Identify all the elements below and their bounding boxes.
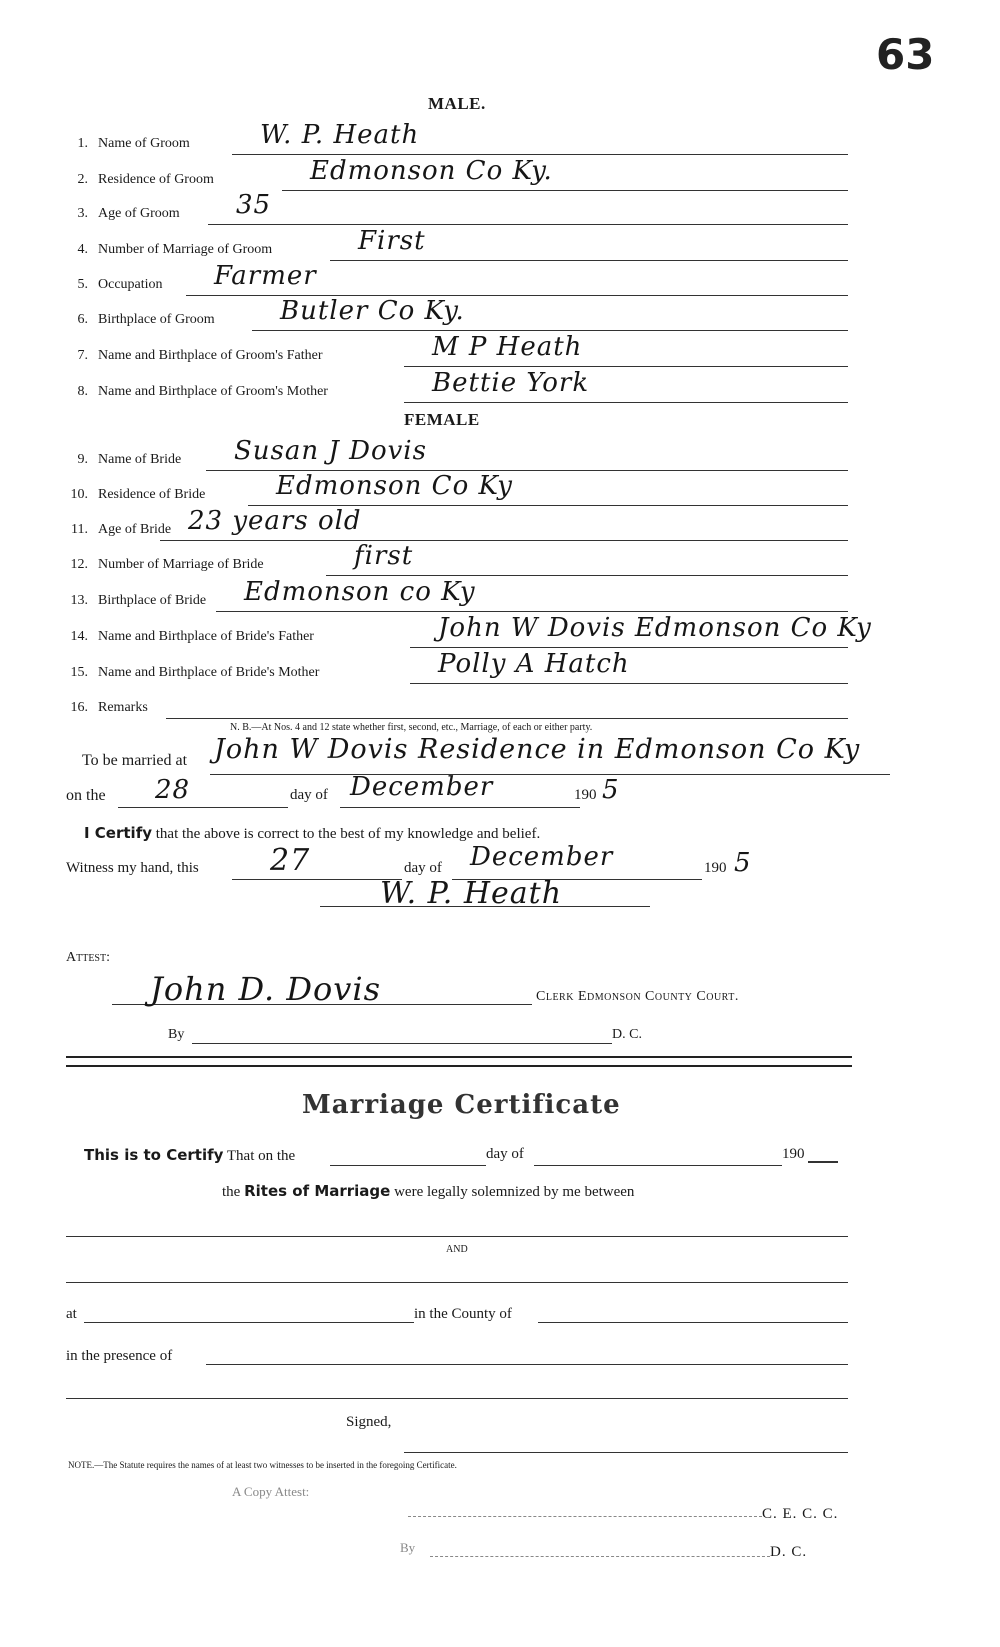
bride-field-label: Name and Birthplace of Bride's Father	[98, 629, 314, 644]
section-divider	[66, 1056, 852, 1067]
cert-note: NOTE.—The Statute requires the names of at least two witnesses to be inserted in the foregoing Certificate.	[68, 1460, 457, 1470]
page-number: 63	[876, 30, 935, 79]
cert-party2-line	[66, 1282, 848, 1283]
bride-field-line	[410, 683, 848, 684]
cert-presence-label: in the presence of	[66, 1348, 173, 1364]
groom-field-row	[0, 156, 1000, 200]
cert-by: By	[400, 1540, 416, 1555]
bride-field-label: Number of Marriage of Bride	[98, 557, 264, 572]
groom-field-number: 5.	[77, 277, 88, 292]
groom-field-number: 1.	[77, 136, 88, 151]
groom-field-number: 3.	[77, 206, 88, 221]
groom-field-value: Bettie York	[432, 368, 590, 398]
on-the-month-line	[340, 807, 580, 808]
female-section-title: FEMALE	[404, 410, 480, 429]
groom-field-label: Number of Marriage of Groom	[98, 242, 273, 257]
on-the-day-line	[118, 807, 288, 808]
cert-dc: D. C.	[770, 1544, 808, 1560]
cert-signed-line	[404, 1452, 848, 1453]
bride-field-value: 23 years old	[188, 506, 362, 536]
clerk-title: Clerk Edmonson County Court.	[536, 989, 739, 1004]
bride-field-value: Susan J Dovis	[234, 436, 427, 466]
groom-field-value: Butler Co Ky.	[280, 296, 465, 326]
attest-label: Attest:	[66, 950, 110, 965]
attest-by-label: By	[168, 1027, 185, 1042]
married-at-line	[210, 774, 890, 775]
groom-field-value: First	[358, 226, 426, 256]
bride-field-row	[0, 541, 1000, 585]
cert-cecc: C. E. C. C.	[762, 1506, 839, 1522]
cert-witness2-line	[66, 1398, 848, 1399]
married-at-label: To be married at	[82, 752, 188, 769]
on-the-dayof: day of	[290, 787, 328, 803]
attest-by-line	[192, 1043, 612, 1044]
cert-line2-bold: Rites of Marriage	[244, 1182, 391, 1200]
groom-field-line	[282, 190, 848, 191]
groom-field-label: Birthplace of Groom	[98, 312, 215, 327]
bride-field-line	[326, 575, 848, 576]
cert-day-line	[330, 1165, 486, 1166]
bride-field-label: Birthplace of Bride	[98, 593, 207, 608]
bride-field-value: John W Dovis Edmonson Co Ky	[438, 613, 872, 643]
bride-field-number: 13.	[70, 593, 88, 608]
cert-cecc-line	[408, 1516, 762, 1517]
cert-and: AND	[446, 1244, 468, 1255]
groom-field-row	[0, 190, 1000, 234]
bride-field-label: Name and Birthplace of Bride's Mother	[98, 665, 320, 680]
cert-line1-rest: That on the	[226, 1148, 296, 1164]
groom-field-line	[252, 330, 848, 331]
cert-at-line	[84, 1322, 414, 1323]
cert-dayof: day of	[486, 1146, 524, 1162]
groom-field-label: Name and Birthplace of Groom's Mother	[98, 384, 328, 399]
certify-bold: I Certify	[84, 824, 152, 842]
witness-dayof: day of	[404, 860, 442, 876]
cert-month-line	[534, 1165, 782, 1166]
groom-field-value: Farmer	[214, 261, 317, 291]
cert-copy-attest: A Copy Attest:	[232, 1484, 310, 1499]
bride-field-line	[160, 540, 848, 541]
groom-field-value: W. P. Heath	[260, 120, 420, 150]
groom-field-number: 7.	[77, 348, 88, 363]
groom-field-number: 8.	[77, 384, 88, 399]
attest-signature: John D. Dovis	[150, 970, 381, 1008]
attest-dc: D. C.	[612, 1027, 642, 1042]
on-the-year-prefix: 190	[574, 787, 597, 803]
cert-line2-pre: the	[222, 1184, 241, 1200]
nb-note: N. B.—At Nos. 4 and 12 state whether first, second, etc., Marriage, of each or either party.	[230, 722, 593, 733]
witness-month: December	[470, 842, 614, 872]
cert-county-line	[538, 1322, 848, 1323]
groom-field-label: Residence of Groom	[98, 172, 214, 187]
groom-field-line	[232, 154, 848, 155]
groom-field-line	[330, 260, 848, 261]
bride-field-row	[0, 649, 1000, 693]
bride-field-number: 11.	[71, 522, 88, 537]
groom-field-line	[208, 224, 848, 225]
male-section-title: MALE.	[428, 94, 486, 113]
bride-field-value: Edmonson Co Ky	[276, 471, 513, 501]
groom-field-value: Edmonson Co Ky.	[310, 156, 553, 186]
bride-field-row	[0, 506, 1000, 550]
witness-day: 27	[270, 843, 311, 878]
groom-field-label: Age of Groom	[98, 206, 180, 221]
groom-field-row	[0, 226, 1000, 270]
groom-field-value: 35	[236, 190, 272, 220]
cert-line2-post: were legally solemnized by me between	[394, 1184, 635, 1200]
cert-year: 190	[782, 1146, 805, 1162]
cert-presence-line	[206, 1364, 848, 1365]
bride-field-value: Edmonson co Ky	[244, 577, 476, 607]
bride-field-label: Age of Bride	[98, 522, 172, 537]
certify-text: that the above is correct to the best of my knowledge and belief.	[155, 826, 541, 842]
bride-field-label: Remarks	[98, 700, 148, 715]
cert-at-label: at	[66, 1306, 77, 1322]
cert-party1-line	[66, 1236, 848, 1237]
groom-field-label: Occupation	[98, 277, 163, 292]
witness-year-suffix: 5	[734, 848, 752, 878]
groom-field-line	[404, 366, 848, 367]
cert-line1	[84, 1146, 295, 1165]
bride-field-label: Residence of Bride	[98, 487, 206, 502]
groom-field-number: 2.	[77, 172, 88, 187]
cert-line1-bold: This is to Certify	[84, 1146, 224, 1164]
married-at-value: John W Dovis Residence in Edmonson Co Ky	[214, 734, 861, 765]
groom-field-row	[0, 368, 1000, 412]
witness-label: Witness my hand, this	[66, 860, 199, 876]
certificate-title: Marriage Certificate	[302, 1090, 621, 1120]
bride-field-number: 15.	[70, 665, 88, 680]
cert-signed: Signed,	[346, 1414, 392, 1430]
bride-field-label: Name of Bride	[98, 452, 182, 467]
bride-field-value: Polly A Hatch	[438, 649, 630, 679]
groom-field-number: 6.	[77, 312, 88, 327]
on-the-year-suffix: 5	[602, 775, 620, 805]
on-the-month: December	[350, 772, 494, 802]
bride-field-number: 16.	[70, 700, 88, 715]
bride-field-number: 14.	[70, 629, 88, 644]
groom-field-row	[0, 261, 1000, 305]
cert-year-line	[808, 1161, 838, 1163]
groom-field-number: 4.	[77, 242, 88, 257]
witness-day-line	[232, 879, 402, 880]
cert-county-label: in the County of	[414, 1306, 512, 1322]
witness-signature: W. P. Heath	[380, 876, 563, 911]
bride-field-number: 10.	[70, 487, 88, 502]
bride-field-row	[0, 471, 1000, 515]
groom-field-label: Name of Groom	[98, 136, 190, 151]
groom-field-label: Name and Birthplace of Groom's Father	[98, 348, 323, 363]
cert-dc-line	[430, 1556, 770, 1557]
on-the-label: on the	[66, 787, 106, 804]
cert-line2	[222, 1182, 634, 1201]
groom-field-line	[404, 402, 848, 403]
bride-field-value: first	[354, 541, 414, 571]
bride-field-line	[410, 647, 848, 648]
on-the-day: 28	[155, 775, 191, 805]
bride-field-number: 9.	[77, 452, 88, 467]
bride-field-number: 12.	[70, 557, 88, 572]
witness-year-prefix: 190	[704, 860, 727, 876]
bride-field-line	[216, 611, 848, 612]
bride-field-line	[166, 718, 848, 719]
groom-field-value: M P Heath	[432, 332, 583, 362]
certify-line	[84, 824, 540, 843]
